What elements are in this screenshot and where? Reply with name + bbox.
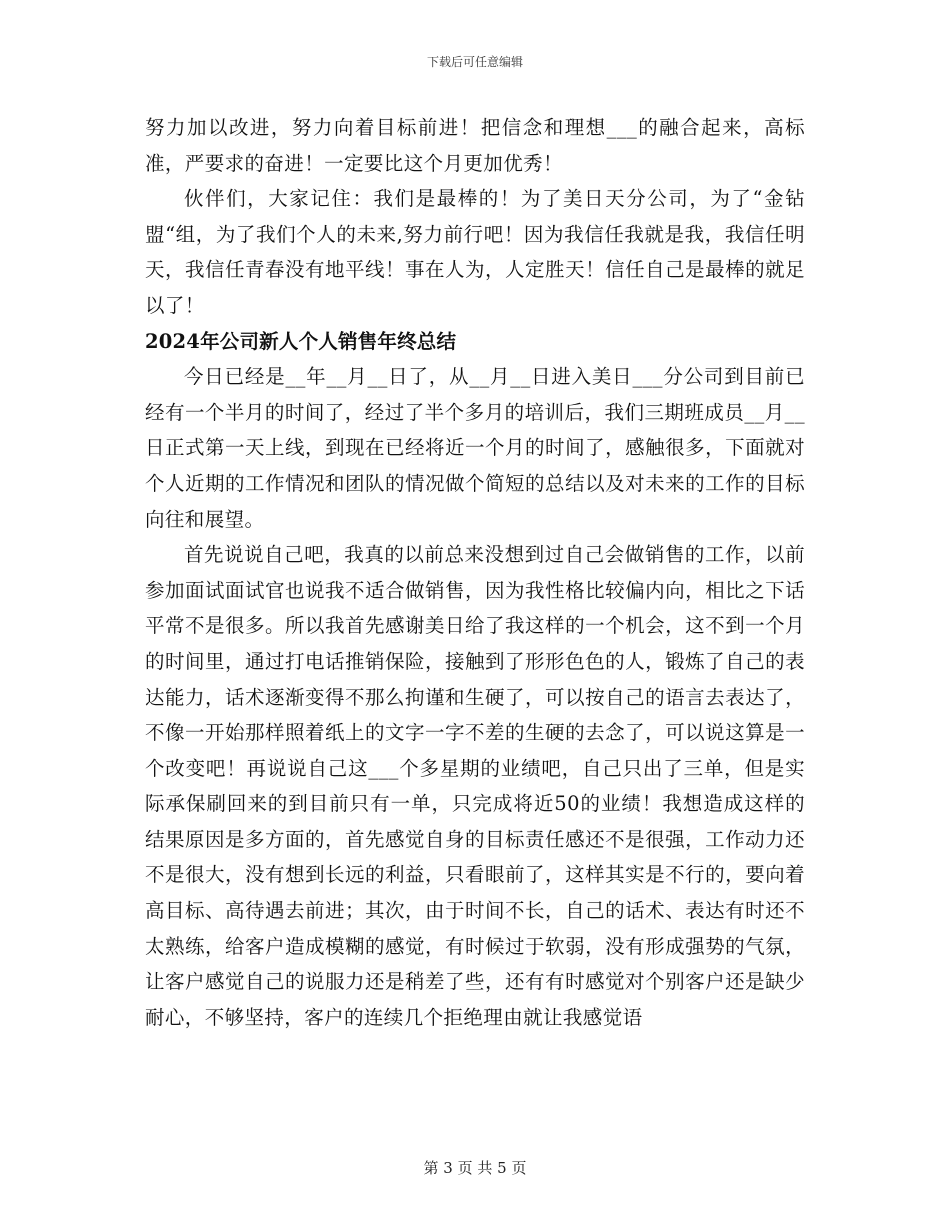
paragraph-rally: 伙伴们，大家记住：我们是最棒的！为了美日天分公司，为了“金钻盟“组，为了我们个人的未来,努力前行吧！因为我信任我就是我，我信任明天，我信任青春没有地平线！事在人为，人定胜天！信任自己是最棒的就足以了！ — [145, 187, 805, 317]
section-title: 2024年公司新人个人销售年终总结 — [145, 329, 457, 353]
paragraph-continuation: 努力加以改进，努力向着目标前进！把信念和理想___的融合起来，高标准，严要求的奋进！一定要比这个月更加优秀！ — [145, 116, 805, 175]
page-footer: 第 3 页 共 5 页 — [423, 1159, 527, 1177]
paragraph-intro: 今日已经是__年__月__日了，从__月__日进入美日___分公司到目前已经有一个半月的时间了，经过了半个多月的培训后，我们三期班成员__月__日正式第一天上线，到现在已经将近一个月的时间了，感触很多，下面就对个人近期的工作情况和团队的情况做个简短的总结以及对未来的工作的目标向往和展望。 — [145, 365, 805, 531]
page-header: 下载后可任意编辑 — [426, 55, 523, 69]
document-body — [145, 110, 805, 1035]
paragraph-self-review: 首先说说自己吧，我真的以前总来没想到过自己会做销售的工作，以前参加面试面试官也说我不适合做销售，因为我性格比较偏内向，相比之下话平常不是很多。所以我首先感谢美日给了我这样的一个机会，这不到一个月的时间里，通过打电话推销保险，接触到了形形色色的人，锻炼了自己的表达能力，话术逐渐变得不那么拘谨和生硬了，可以按自己的语言去表达了，不像一开始那样照着纸上的文字一字不差的生硬的去念了，可以说这算是一个改变吧！再说说自己这___个多星期的业绩吧，自己只出了三单，但是实际承保刷回来的到目前只有一单，只完成将近50的业绩！我想造成这样的结果原因是多方面的，首先感觉自身的目标责任感还不是很强，工作动力还不是很大，没有想到长远的利益，只看眼前了，这样其实是不行的，要向着高目标、高待遇去前进；其次，由于时间不长，自己的话术、表达有时还不太熟练，给客户造成模糊的感觉，有时候过于软弱，没有形成强势的气氛，让客户感觉自己的说服力还是稍差了些，还有有时感觉对个别客户还是缺少耐心，不够坚持，客户的连续几个拒绝理由就让我感觉语 — [145, 543, 805, 1029]
